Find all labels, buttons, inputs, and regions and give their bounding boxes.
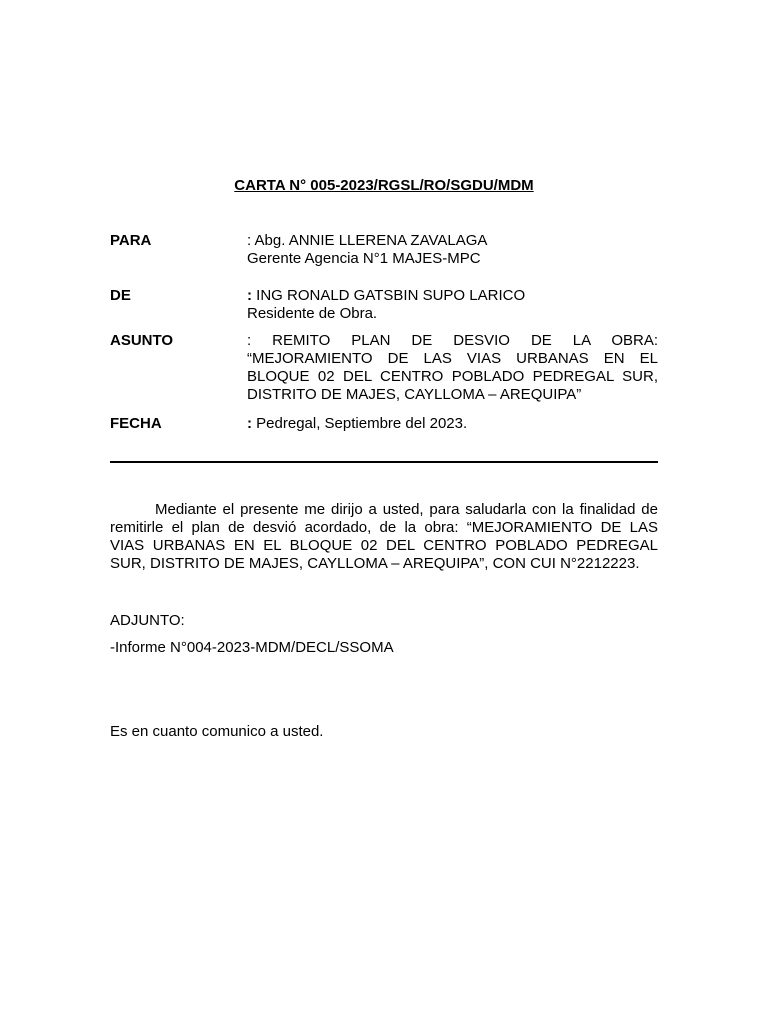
body-line: SUR, DISTRITO DE MAJES, CAYLLOMA – AREQUIPA”, CON CUI N°2212223.	[110, 555, 640, 572]
fecha-date: Pedregal, Septiembre del 2023.	[252, 415, 468, 432]
body-paragraph	[110, 501, 658, 573]
asunto-line: BLOQUE 02 DEL CENTRO POBLADO PEDREGAL SUR,	[247, 368, 658, 385]
closing-text: Es en cuanto comunico a usted.	[110, 723, 324, 740]
para-role: Gerente Agencia N°1 MAJES-MPC	[247, 250, 481, 267]
adjunto-label: ADJUNTO:	[110, 612, 185, 629]
adjunto-item: -Informe N°004-2023-MDM/DECL/SSOMA	[110, 639, 394, 656]
para-name: : Abg. ANNIE LLERENA ZAVALAGA	[247, 232, 488, 249]
de-colon: :	[247, 287, 252, 304]
para-value	[247, 232, 658, 268]
de-label: DE	[110, 287, 131, 304]
body-line: Mediante el presente me dirijo a usted, para saludarla con la finalidad de	[155, 501, 658, 518]
asunto-line: DISTRITO DE MAJES, CAYLLOMA – AREQUIPA”	[247, 386, 582, 403]
letter-title: CARTA N° 005-2023/RGSL/RO/SGDU/MDM	[234, 177, 534, 194]
de-value	[247, 287, 658, 323]
asunto-line: “MEJORAMIENTO DE LAS VIAS URBANAS EN EL	[247, 350, 658, 367]
fecha-colon: :	[247, 415, 252, 432]
header-divider	[110, 461, 658, 463]
fecha-label: FECHA	[110, 415, 162, 432]
body-line: VIAS URBANAS EN EL BLOQUE 02 DEL CENTRO POBLADO PEDREGAL	[110, 537, 658, 554]
asunto-label: ASUNTO	[110, 332, 174, 349]
body-line: remitirle el plan de desvió acordado, de la obra: “MEJORAMIENTO DE LAS	[110, 519, 658, 536]
de-role: Residente de Obra.	[247, 305, 378, 322]
para-label: PARA	[110, 232, 152, 249]
asunto-line: : REMITO PLAN DE DESVIO DE LA OBRA:	[247, 332, 658, 349]
de-name: ING RONALD GATSBIN SUPO LARICO	[252, 287, 526, 304]
fecha-value	[247, 415, 658, 433]
asunto-value	[247, 332, 658, 404]
